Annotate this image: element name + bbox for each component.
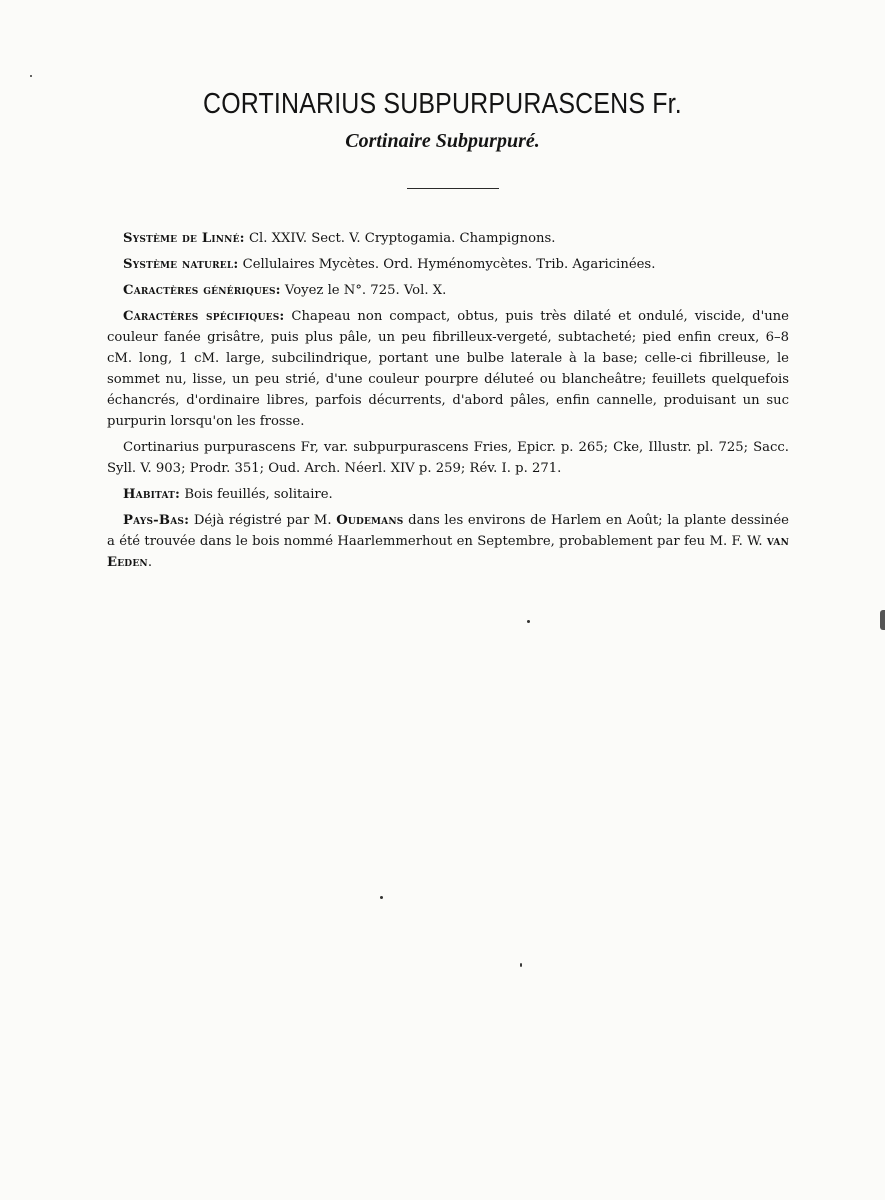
paysbas-text-3: . [147, 555, 153, 570]
synonymy-paragraph [107, 437, 789, 479]
paysbas-paragraph [107, 510, 789, 573]
paysbas-name-oudemans: Oudemans [336, 513, 404, 528]
generiques-label: Caractères génériques: [123, 283, 281, 298]
paysbas-label: Pays-Bas: [123, 513, 190, 528]
naturel-text: Cellulaires Mycètes. Ord. Hyménomycètes. Trib. Agaricinées. [238, 257, 656, 272]
scan-edge-mark [880, 610, 885, 630]
synonymy-text: Cortinarius purpurascens Fr, var. subpurpurascens Fries, Epicr. p. 265; Cke, Illustr. pl. 725; Sacc. Syll. V. 903; Prodr. 351; Oud. Arch. Néerl. XIV p. 259; Rév. I. p. 271. [107, 440, 789, 476]
linne-label: Système de Linné: [123, 231, 245, 246]
specifiques-paragraph [107, 306, 789, 432]
habitat-paragraph [107, 484, 789, 505]
generiques-paragraph [107, 280, 789, 301]
paysbas-text-1: Déjà régistré par M. [189, 513, 337, 528]
naturel-paragraph [107, 254, 789, 275]
naturel-label: Système naturel: [123, 257, 239, 272]
description-body [107, 228, 789, 578]
paysbas-name-van-eeden: van Eeden [107, 534, 789, 570]
paysbas-text-2: dans les environs de Harlem en Août; la plante dessinée a été trouvée dans le bois nommé Haarlemmerhout en Septembre, probablement par feu M. F. W. [107, 513, 789, 549]
linne-text: Cl. XXIV. Sect. V. Cryptogamia. Champignons. [244, 231, 556, 246]
habitat-text: Bois feuillés, solitaire. [180, 487, 333, 502]
scan-speck [527, 620, 530, 623]
scan-speck [380, 896, 383, 899]
specifiques-label: Caractères spécifiques: [123, 309, 285, 324]
scan-speck [30, 75, 32, 77]
title-divider [407, 188, 499, 189]
specifiques-text: Chapeau non compact, obtus, puis très dilaté et ondulé, viscide, d'une couleur fanée grisâtre, puis plus pâle, un peu fibrilleux-vergeté, subtacheté; pied enfin creux, 6–8 cM. long, 1 cM. large, subcilindrique, portant une bulbe laterale à la base; celle-ci fibrilleuse, le sommet nu, lisse, un peu strié, d'une couleur pourpre déluteé ou blancheâtre; feuillets quelquefois échancrés, d'ordinaire libres, parfois décurrents, d'abord pâles, enfin cannelle, produisant un suc purpurin lorsqu'on les frosse. [107, 309, 789, 429]
page-title: CORTINARIUS SUBPURPURASCENS Fr. [203, 88, 682, 120]
page-subtitle: Cortinaire Subpurpuré. [345, 130, 540, 152]
linne-paragraph [107, 228, 789, 249]
habitat-label: Habitat: [123, 487, 181, 502]
generiques-text: Voyez le N°. 725. Vol. X. [280, 283, 447, 298]
scan-speck [520, 963, 522, 967]
